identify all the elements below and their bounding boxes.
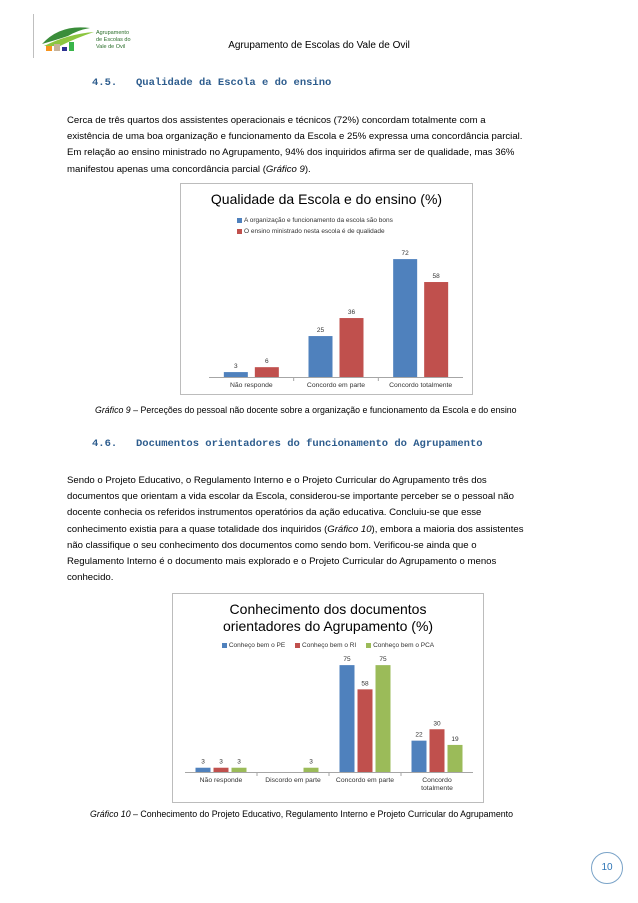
paragraph-line: Em relação ao ensino ministrado no Agrupamento, 94% dos inquiridos afirma ser de qualidade, mas 36% — [67, 147, 515, 159]
header-title: Agrupamento de Escolas do Vale de Ovil — [228, 40, 410, 51]
data-label: 58 — [432, 273, 440, 281]
data-label: 3 — [219, 758, 223, 766]
data-label: 72 — [401, 250, 409, 258]
svg-text:Agrupamento: Agrupamento — [96, 30, 130, 36]
bar — [340, 318, 364, 377]
data-label: 75 — [379, 656, 387, 664]
data-label: 58 — [361, 680, 369, 688]
chart-document-knowledge — [172, 593, 484, 803]
data-label: 75 — [343, 656, 351, 664]
text-fragment: conhecimento existia para a quase totalidade dos inquiridos ( — [67, 523, 328, 535]
category-label: Discordo em parte — [265, 777, 321, 784]
bar — [412, 741, 427, 772]
section-heading-documents — [92, 438, 483, 450]
paragraph-line — [67, 522, 586, 538]
paragraph-line: Sendo o Projeto Educativo, o Regulamento Interno e o Projeto Curricular do Agrupamento três dos — [67, 475, 487, 486]
legend-label: Conheço bem o PE — [228, 642, 286, 649]
bar — [196, 768, 211, 772]
data-label: 19 — [451, 735, 459, 743]
caption-label: Gráfico 10 — [90, 809, 131, 819]
caption-chart-9 — [95, 404, 517, 416]
data-label: 30 — [433, 720, 441, 728]
legend-label: A organização e funcionamento da escola são bons — [244, 217, 393, 224]
bar — [448, 745, 463, 772]
bar — [214, 768, 229, 772]
bar — [430, 729, 445, 772]
caption-chart-10 — [90, 808, 513, 820]
category-label: Concordo totalmente — [389, 382, 453, 389]
category-label: totalmente — [421, 785, 453, 792]
chart-reference: Gráfico 9 — [265, 163, 305, 175]
section-title: Qualidade da Escola e do ensino — [136, 77, 332, 89]
section-heading-quality — [92, 77, 331, 89]
caption-label: Gráfico 9 — [95, 405, 131, 415]
svg-text:Vale de Ovil: Vale de Ovil — [96, 44, 126, 50]
category-label: Concordo em parte — [306, 382, 366, 389]
bar — [309, 336, 333, 377]
page-number: 10 — [591, 852, 623, 884]
caption-text: – Perceções do pessoal não docente sobre a organização e funcionamento da Escola e do ensino — [130, 405, 517, 415]
category-label: Concordo — [422, 777, 452, 784]
bar — [424, 282, 448, 377]
bar — [393, 259, 417, 377]
data-label: 36 — [347, 309, 356, 317]
data-label: 6 — [265, 358, 269, 366]
legend-label: Conheço bem o PCA — [373, 642, 435, 649]
paragraph-line: existência de uma boa organização e funcionamento da Escola e 25% expressa uma concordância parcial. — [67, 131, 523, 143]
bar — [232, 768, 247, 772]
paragraph-documents — [67, 473, 586, 586]
chart-school-quality — [180, 183, 473, 395]
chart-plot-area — [173, 594, 483, 802]
data-label: 3 — [237, 758, 241, 766]
chart-plot-area — [181, 184, 472, 394]
data-label: 22 — [415, 731, 423, 739]
paragraph-line: Cerca de três quartos dos assistentes operacionais e técnicos (72%) concordam totalmente com a — [67, 115, 486, 126]
data-label: 3 — [309, 758, 313, 766]
paragraph-line — [67, 162, 586, 178]
chart-title-line: Conhecimento dos documentos — [229, 601, 427, 617]
paragraph-line: conhecido. — [67, 572, 114, 584]
data-label: 25 — [316, 327, 325, 335]
legend-label: O ensino ministrado nesta escola é de qualidade — [244, 228, 385, 235]
paragraph-line: não classifique o seu conhecimento dos documentos como sendo bom. Verificou-se ainda que o — [67, 539, 477, 551]
section-number: 4.6. — [92, 438, 118, 450]
category-label: Não responde — [229, 382, 273, 389]
header-divider — [33, 14, 34, 58]
text-fragment: manifestou apenas uma concordância parcial ( — [67, 163, 266, 175]
bar — [376, 665, 391, 772]
bar — [304, 768, 319, 772]
paragraph-line: documentos que orientam a vida escolar da Escola, considerou-se importante perceber se o pessoal não — [67, 491, 514, 503]
bar — [255, 367, 279, 377]
category-label: Concordo em parte — [335, 777, 395, 784]
paragraph-line: docente conhecia os referidos instrumentos operatórios da ação educativa. Concluiu-se que esse — [67, 507, 482, 519]
section-number: 4.5. — [92, 77, 118, 89]
text-fragment: ). — [304, 163, 311, 175]
paragraph-line: Regulamento Interno é o documento mais explorado e o Projeto Curricular do Agrupamento o menos — [67, 556, 497, 568]
svg-text:de Escolas do: de Escolas do — [96, 37, 131, 43]
paragraph-quality — [67, 113, 586, 178]
bar — [358, 689, 373, 772]
chart-title-line: orientadores do Agrupamento (%) — [222, 618, 434, 634]
bar — [224, 372, 248, 377]
chart-title: Qualidade da Escola e do ensino (%) — [210, 191, 443, 207]
data-label: 3 — [234, 363, 238, 371]
caption-text: – Conhecimento do Projeto Educativo, Regulamento Interno e Projeto Curricular do Agrupamento — [130, 809, 513, 819]
category-label: Não responde — [199, 777, 243, 784]
chart-reference: Gráfico 10 — [327, 523, 372, 535]
data-label: 3 — [201, 758, 205, 766]
text-fragment: ), embora a maioria dos assistentes — [371, 523, 524, 535]
section-title: Documentos orientadores do funcionamento do Agrupamento — [136, 438, 483, 450]
bar — [340, 665, 355, 772]
legend-label: Conheço bem o RI — [302, 642, 357, 649]
